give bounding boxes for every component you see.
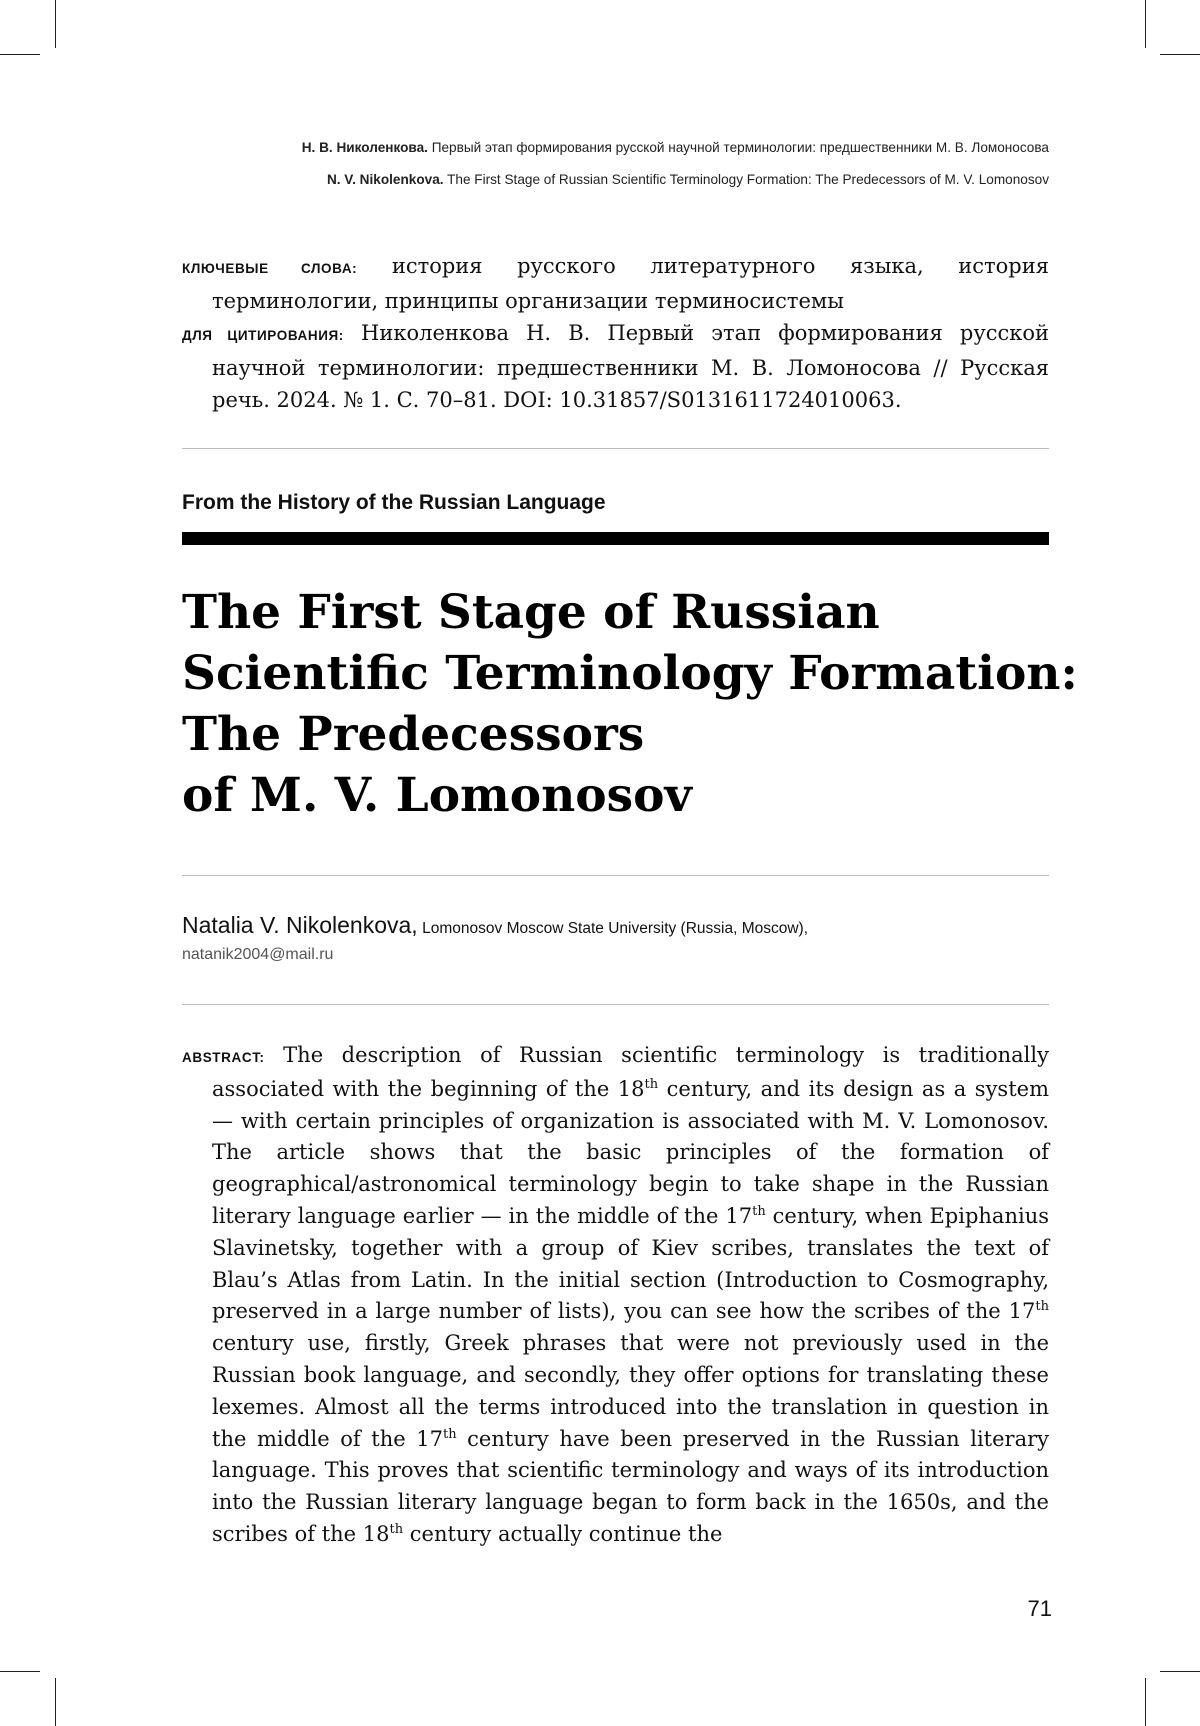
citation-text: Николенкова Н. В. Первый этап формирования русской научной терминологии: предшественники М. В. Ломоносова // Русская речь. 2024. № 1. С. 70–81. DOI: 10.31857/S0131611724010063. — [212, 321, 1049, 412]
crop-mark — [1160, 1671, 1200, 1672]
section-heading: From the History of the Russian Language — [182, 491, 606, 514]
author-name: Natalia V. Nikolenkova, — [182, 912, 418, 938]
author-line — [182, 912, 808, 939]
keywords — [182, 250, 1049, 317]
citation — [182, 317, 1049, 416]
author-email: natanik2004@mail.ru — [182, 946, 334, 963]
divider — [182, 448, 1049, 449]
crop-mark — [0, 1671, 40, 1672]
title-line: Scientific Terminology Formation: — [182, 646, 1078, 701]
divider — [182, 1004, 1049, 1005]
crop-mark — [55, 0, 56, 48]
abstract-text: century have been preserved in the Russian literary language. This proves that scientific terminology and ways of its introduction into the Russian literary language began to form back in the 1650s, and the scribes of the 18 — [212, 1426, 1050, 1546]
running-head-ru-author: Н. В. Николенкова. — [301, 140, 428, 155]
citation-label: ДЛЯ ЦИТИРОВАНИЯ: — [182, 328, 344, 343]
page-number: 71 — [1027, 1596, 1052, 1621]
crop-mark — [55, 1678, 56, 1726]
keywords-citation-block — [182, 250, 1049, 416]
section-rule — [182, 532, 1049, 545]
divider — [182, 875, 1049, 876]
crop-mark — [1160, 54, 1200, 55]
superscript: th — [1035, 1299, 1049, 1315]
abstract-text: The description of Russian scientific terminology is traditionally associated with the beginning of the 18 — [212, 1043, 1049, 1101]
superscript: th — [442, 1426, 457, 1442]
running-head-en-author: N. V. Nikolenkova. — [326, 172, 444, 187]
running-head-en — [327, 172, 1049, 187]
keywords-text: история русского литературного языка, история терминологии, принципы организации терминосистемы — [212, 254, 1049, 313]
abstract-text: century, when Epiphanius Slavinetsky, together with a group of Kiev scribes, translates the text of Blau’s Atlas from Latin. In the initial section (Introduction to Cosmography, preserved in a large number of lists), you can see how the scribes of the 17 — [212, 1203, 1049, 1324]
crop-mark — [1145, 1678, 1146, 1726]
title-line: The Predecessors — [182, 707, 645, 762]
article-title — [182, 582, 1078, 826]
crop-mark — [0, 54, 40, 55]
superscript: th — [644, 1076, 659, 1092]
crop-mark — [1145, 0, 1146, 48]
running-head-ru-title: Первый этап формирования русской научной терминологии: предшественники М. В. Ломоносова — [431, 140, 1049, 155]
keywords-label: КЛЮЧЕВЫЕ СЛОВА: — [182, 261, 358, 276]
running-head-ru — [302, 140, 1049, 155]
superscript: th — [752, 1203, 766, 1219]
superscript: th — [389, 1521, 404, 1537]
abstract-text: century actually continue the — [403, 1521, 723, 1546]
title-line: The First Stage of Russian — [182, 585, 880, 640]
abstract-text: century use, firstly, Greek phrases that were not previously used in the Russian book language, and secondly, they offer options for translating these lexemes. Almost all the terms introduced into the translation in question in the middle of the 17 — [212, 1331, 1049, 1451]
author-affiliation: Lomonosov Moscow State University (Russia, Moscow), — [422, 920, 809, 937]
abstract — [182, 1040, 1049, 1551]
title-line: of M. V. Lomonosov — [182, 768, 692, 823]
abstract-label: ABSTRACT: — [182, 1050, 265, 1065]
abstract-text: century, and its design as a system — with certain principles of organization is associated with M. V. Lomonosov. The article shows that the basic principles of the formation of geographical/astronomical terminology begin to take shape in the Russian literary language earlier — in the middle of the 17 — [212, 1076, 1049, 1228]
running-head-en-title: The First Stage of Russian Scientific Terminology Formation: The Predecessors of M. V. Lomonosov — [447, 172, 1049, 187]
